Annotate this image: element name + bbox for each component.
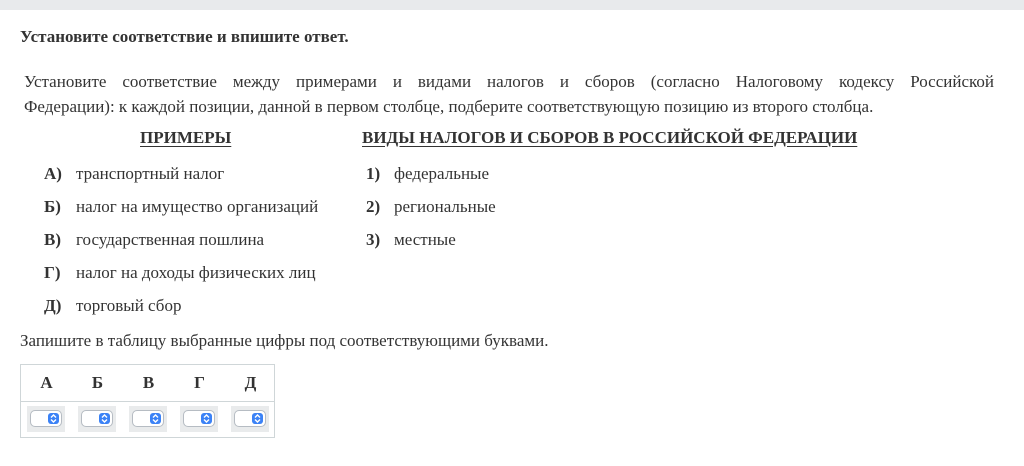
tax-type-text: местные	[394, 230, 456, 249]
task-text-line-2: Федерации): к каждой позиции, данной в первом столбце, подберите соответствующую позицию из второго столбца.	[24, 97, 874, 116]
example-text: торговый сбор	[76, 296, 182, 315]
answer-instruction: Запишите в таблицу выбранные цифры под соответствующими буквами.	[20, 331, 549, 350]
task-text	[24, 69, 994, 119]
answer-select-g[interactable]	[183, 410, 215, 427]
answer-cell-d	[231, 406, 269, 432]
top-bar	[0, 0, 1024, 10]
example-label: А)	[44, 164, 62, 183]
answer-cell-a	[27, 406, 65, 432]
example-label: Д)	[44, 296, 62, 315]
updown-chevron-icon	[150, 413, 161, 424]
example-text: налог на доходы физических лиц	[76, 263, 316, 282]
answer-select-d[interactable]	[234, 410, 266, 427]
answer-select-a[interactable]	[30, 410, 62, 427]
example-text: налог на имущество организаций	[76, 197, 319, 216]
answer-cell-b	[78, 406, 116, 432]
answer-table-row	[21, 402, 274, 437]
examples-header: ПРИМЕРЫ	[140, 128, 232, 147]
answer-letter-a: А	[40, 373, 53, 392]
example-label: Г)	[44, 263, 61, 282]
updown-chevron-icon	[252, 413, 263, 424]
answer-cell-v	[129, 406, 167, 432]
answer-letter-g: Г	[194, 373, 205, 392]
task-text-line-1: Установите соответствие между примерами и видами налогов и сборов (согласно Налоговому кодексу Российской	[24, 72, 994, 91]
tax-type-text: федеральные	[394, 164, 490, 183]
answer-table	[20, 364, 275, 438]
tax-type-label: 1)	[366, 164, 381, 183]
updown-chevron-icon	[201, 413, 212, 424]
updown-chevron-icon	[48, 413, 59, 424]
example-text: транспортный налог	[76, 164, 225, 183]
answer-cell-g	[180, 406, 218, 432]
answer-letter-v: В	[142, 373, 155, 392]
tax-type-label: 3)	[366, 230, 381, 249]
answer-table-header	[21, 365, 274, 402]
answer-select-b[interactable]	[81, 410, 113, 427]
updown-chevron-icon	[99, 413, 110, 424]
task-title: Установите соответствие и впишите ответ.	[20, 27, 349, 46]
answer-letter-d: Д	[244, 373, 257, 392]
example-label: Б)	[44, 197, 61, 216]
example-text: государственная пошлина	[76, 230, 265, 249]
example-label: В)	[44, 230, 61, 249]
answer-letter-b: Б	[91, 373, 104, 392]
tax-type-text: региональные	[394, 197, 496, 216]
answer-select-v[interactable]	[132, 410, 164, 427]
tax-types-header: ВИДЫ НАЛОГОВ И СБОРОВ В РОССИЙСКОЙ ФЕДЕРАЦИИ	[362, 128, 858, 147]
tax-type-label: 2)	[366, 197, 381, 216]
